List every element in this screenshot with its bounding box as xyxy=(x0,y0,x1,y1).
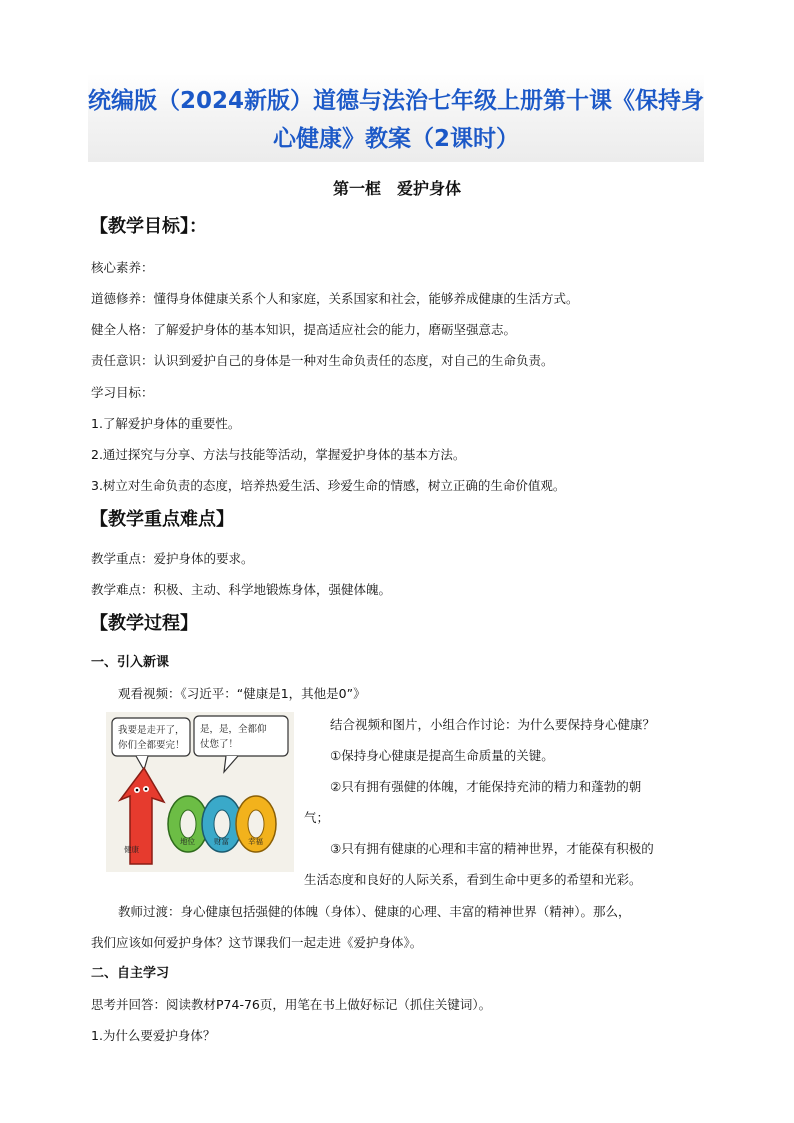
label-wealth: 财富 xyxy=(214,837,229,846)
bubble-left-line2: 你们全都要完！ xyxy=(118,740,185,751)
teacher-transition-line1: 教师过渡：身心健康包括强健的体魄（身体）、健康的心理、丰富的精神世界（精神）。那么， xyxy=(118,904,631,919)
part2-title: 二、自主学习 xyxy=(91,966,170,981)
health-cartoon-image xyxy=(106,712,294,872)
bubble-right-line2: 仗您了！ xyxy=(200,739,239,750)
teaching-focus: 教学重点：爱护身体的要求。 xyxy=(91,551,254,566)
video-line: 观看视频：《习近平：“健康是1，其他是0”》 xyxy=(118,686,366,701)
document-title: 统编版（2024新版）道德与法治七年级上册第十课《保持身心健康》教案（2课时） xyxy=(88,88,705,152)
learning-goal-2: 2.通过探究与分享、方法与技能等活动，掌握爱护身体的基本方法。 xyxy=(91,447,466,462)
moral-cultivation-text: 道德修养：懂得身体健康关系个人和家庭，关系国家和社会，能够养成健康的生活方式。 xyxy=(91,291,579,306)
teacher-transition-line2: 我们应该如何爱护身体？这节课我们一起走进《爱护身体》。 xyxy=(91,935,423,950)
label-happiness: 幸福 xyxy=(248,837,263,846)
answer-point-3: ③只有拥有健康的心理和丰富的精神世界，才能葆有积极的 xyxy=(330,841,654,856)
responsibility-text: 责任意识：认识到爱护自己的身体是一种对生命负责任的态度，对自己的生命负责。 xyxy=(91,353,554,368)
key-points-heading: 【教学重点难点】 xyxy=(90,509,234,530)
core-literacy-label: 核心素养： xyxy=(91,260,154,275)
teaching-difficulty: 教学难点：积极、主动、科学地锻炼身体，强健体魄。 xyxy=(91,582,392,597)
answer-point-2: ②只有拥有强健的体魄，才能保持充沛的精力和蓬勃的朝 xyxy=(330,779,642,794)
answer-point-3-cont: 生活态度和良好的人际关系，看到生命中更多的希望和光彩。 xyxy=(304,872,642,887)
personality-text: 健全人格：了解爱护身体的基本知识，提高适应社会的能力，磨砺坚强意志。 xyxy=(91,322,517,337)
learning-goal-3: 3.树立对生命负责的态度，培养热爱生活、珍爱生命的情感，树立正确的生命价值观。 xyxy=(91,478,566,493)
bubble-left-line1: 我要是走开了， xyxy=(118,725,185,736)
question-1: 1.为什么要爱护身体？ xyxy=(91,1028,216,1043)
part1-title: 一、引入新课 xyxy=(91,655,170,670)
bubble-right-line1: 是，是，全都仰 xyxy=(200,724,267,735)
learning-goals-label: 学习目标： xyxy=(91,385,154,400)
learning-goal-1: 1.了解爱护身体的重要性。 xyxy=(91,416,241,431)
label-status: 地位 xyxy=(180,837,195,846)
section-title: 第一框 爱护身体 xyxy=(332,179,461,198)
label-health: 健康 xyxy=(124,845,139,854)
think-instruction: 思考并回答：阅读教材P74-76页，用笔在书上做好标记（抓住关键词）。 xyxy=(91,997,492,1012)
discussion-question: 结合视频和图片，小组合作讨论：为什么要保持身心健康？ xyxy=(330,717,656,732)
objectives-heading: 【教学目标】： xyxy=(90,216,207,237)
process-heading: 【教学过程】 xyxy=(90,613,198,634)
answer-point-2-cont: 气； xyxy=(304,810,330,825)
answer-point-1: ①保持身心健康是提高生命质量的关键。 xyxy=(330,748,554,763)
